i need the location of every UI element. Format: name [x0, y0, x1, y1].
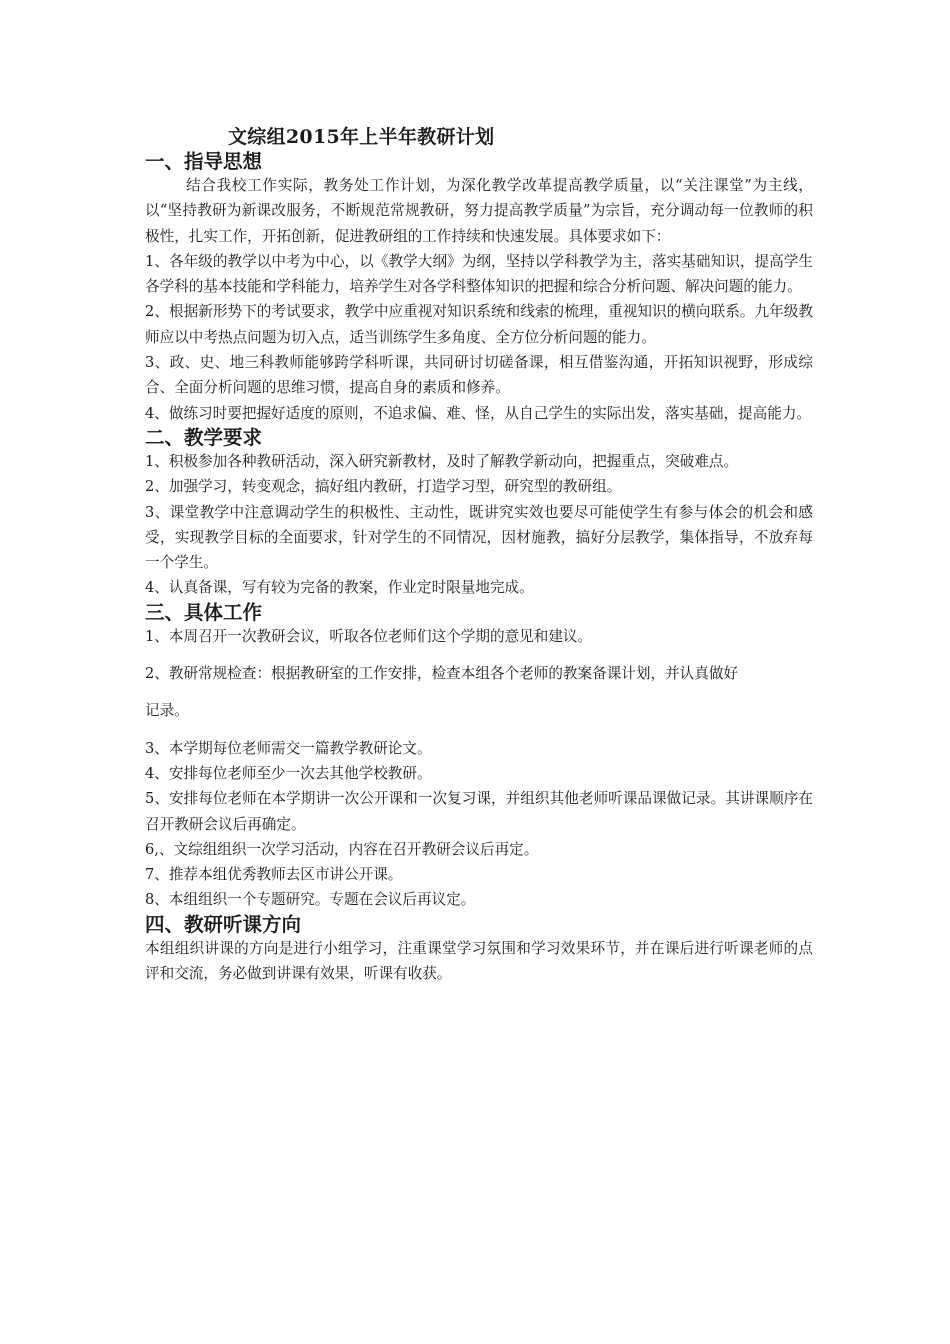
list-item: 3、课堂教学中注意调动学生的积极性、主动性，既讲究实效也要尽可能使学生有参与体会的机会和感受，实现教学目标的全面要求，针对学生的不同情况，因材施教，搞好分层教学，集体指导，不放弃每一个学生。	[145, 503, 813, 572]
list-item: 6,、文综组组织一次学习活动，内容在召开教研会议后再定。	[145, 840, 539, 858]
list-item: 1、各年级的教学以中考为中心，以《教学大纲》为纲，坚持以学科教学为主，落实基础知识，提高学生各学科的基本技能和学科能力，培养学生对各学科整体知识的把握和综合分析问题、解决问题的能力。	[145, 252, 813, 296]
list-item: 4、认真备课，写有较为完备的教案，作业定时限量地完成。	[145, 579, 534, 597]
document-title: 文综组2015年上半年教研计划	[228, 126, 495, 148]
paragraph: 本组组织讲课的方向是进行小组学习，注重课堂学习氛围和学习效果环节，并在课后进行听课老师的点评和交流，务必做到讲课有效果，听课有收获。	[145, 939, 813, 983]
section-heading-guiding-ideology: 一、指导思想	[145, 150, 263, 173]
list-item: 4、安排每位老师至少一次去其他学校教研。	[145, 764, 432, 782]
list-item: 8、本组组织一个专题研究。专题在会议后再议定。	[145, 891, 476, 909]
list-item: 2、教研常规检查：根据教研室的工作安排，检查本组各个老师的教案备课计划，并认真做好	[145, 665, 739, 683]
list-item: 1、积极参加各种教研活动，深入研究新教材，及时了解教学新动向，把握重点，突破难点。	[145, 452, 739, 470]
list-item: 2、根据新形势下的考试要求，教学中应重视对知识系统和线索的梳理，重视知识的横向联系。九年级教师应以中考热点问题为切入点，适当训练学生多角度、全方位分析问题的能力。	[145, 303, 813, 346]
list-item: 2、加强学习，转变观念，搞好组内教研，打造学习型，研究型的教研组。	[145, 478, 622, 496]
section-heading-lesson-observation: 四、教研听课方向	[145, 912, 302, 936]
list-item: 5、安排每位老师在本学期讲一次公开课和一次复习课，并组织其他老师听课品课做记录。其讲课顺序在召开教研会议后再确定。	[145, 790, 813, 833]
list-item: 3、本学期每位老师需交一篇教学教研论文。	[145, 739, 432, 757]
section-heading-teaching-requirements: 二、教学要求	[145, 425, 263, 449]
list-item: 7、推荐本组优秀教师去区市讲公开课。	[145, 866, 403, 884]
document-body	[145, 150, 813, 986]
list-item: 4、做练习时要把握好适度的原则，不追求偏、难、怪，从自己学生的实际出发，落实基础，提高能力。	[145, 404, 812, 422]
list-item: 3、政、史、地三科教师能够跨学科听课，共同研讨切磋备课，相互借鉴沟通，开拓知识视野，形成综合、全面分析问题的思维习惯，提高自身的素质和修养。	[145, 354, 813, 397]
paragraph: 结合我校工作实际，教务处工作计划，为深化教学改革提高教学质量，以“关注课堂”为主线，以“坚持教研为新课改服务，不断规范常规教研，努力提高教学质量”为宗旨，充分调动每一位教师的积极性，扎实工作，开拓创新，促进教研组的工作持续和快速发展。具体要求如下：	[145, 177, 813, 245]
list-item-continuation: 记录。	[145, 702, 189, 720]
section-heading-specific-work: 三、具体工作	[145, 600, 263, 624]
list-item: 1、本周召开一次教研会议，听取各位老师们这个学期的意见和建议。	[145, 627, 593, 645]
